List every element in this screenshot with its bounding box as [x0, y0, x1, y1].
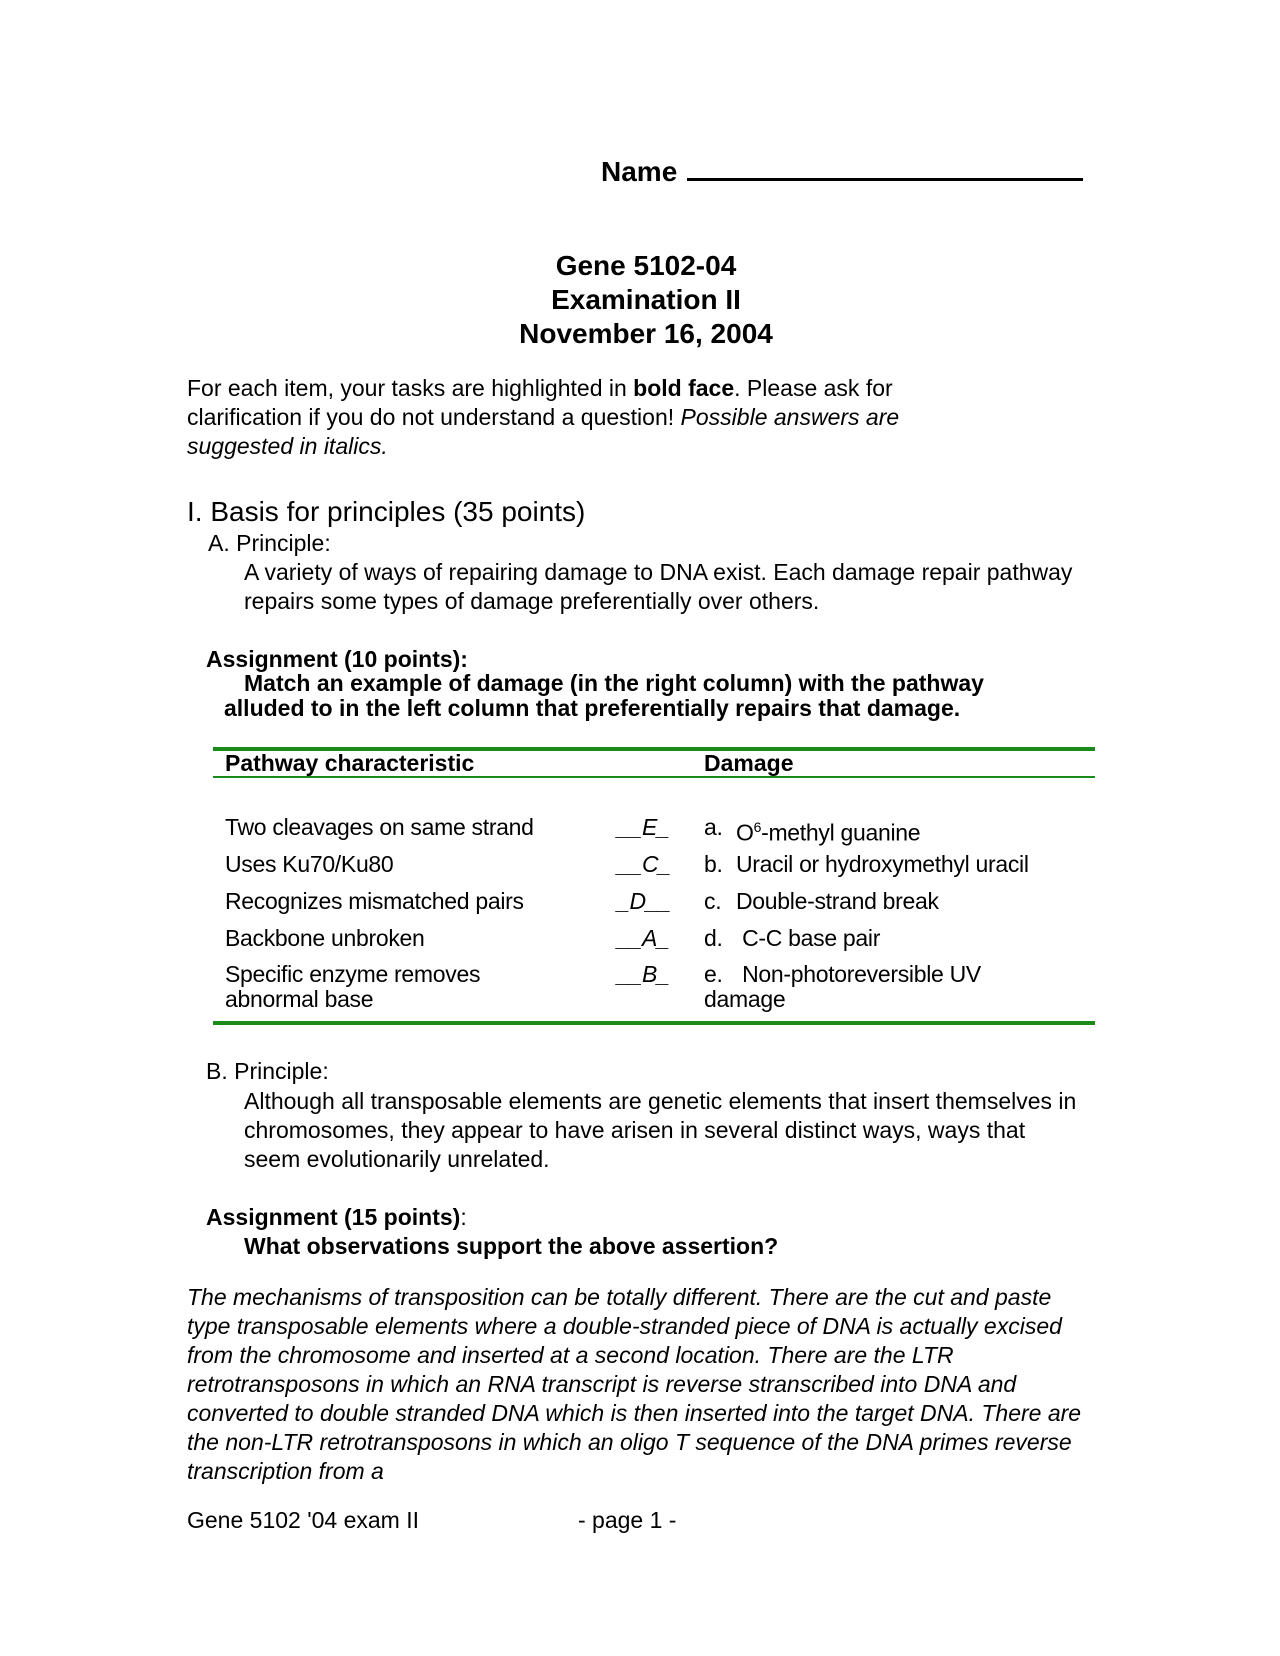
- principle-b-text: Although all transposable elements are genetic elements that insert themselves in chromosomes, they appear to have arisen in several distinct ways, ways that seem evolutionarily unrelated.: [244, 1088, 1077, 1172]
- section-heading: I. Basis for principles (35 points): [187, 496, 586, 527]
- assignment-b-answer: The mechanisms of transposition can be totally different. There are the cut and paste type transposable elements where a double-stranded piece of DNA is actually excised from the chromosome and inserted at a second location. There are the LTR retrotransposons in which an RNA transcript is reverse stranscribed into DNA and converted to double stranded DNA which is then inserted into the target DNA. There are the non-LTR retrotransposons in which an oligo T sequence of the DNA primes reverse transcription from a: [187, 1284, 1082, 1484]
- course-title: Gene 5102-04: [555, 250, 737, 281]
- pathway-cell: Specific enzyme removes abnormal base: [225, 961, 481, 1012]
- assignment-a-label: Assignment (10 points):: [206, 646, 468, 672]
- col-header-damage: Damage: [704, 750, 794, 776]
- page-number: - page 1 -: [578, 1507, 677, 1533]
- damage-cell: C-C base pair: [736, 925, 881, 951]
- exam-title: Examination II: [551, 284, 741, 315]
- name-blank-line[interactable]: [687, 152, 1083, 181]
- damage-cell: $O^6$-methyl guanine: [736, 819, 921, 846]
- answer-cell: __A_: [617, 925, 670, 951]
- damage-cell: Double-strand break: [736, 888, 939, 914]
- damage-letter: a.: [704, 814, 723, 840]
- assignment-a-instruction: Match an example of damage (in the right column) with the pathway alluded to in the left column that preferentially repairs that damage.: [224, 670, 984, 721]
- answer-cell: _D__: [617, 888, 671, 914]
- col-header-pathway: Pathway characteristic: [225, 750, 475, 776]
- damage-letter: d.: [704, 925, 723, 951]
- italics-note: Possible answers are suggested in italics.: [187, 404, 900, 459]
- damage-cell: Non-photoreversible UV damage: [704, 961, 981, 1012]
- damage-letter: b.: [704, 851, 723, 877]
- principle-a-text: A variety of ways of repairing damage to DNA exist. Each damage repair pathway repairs some types of damage preferentially over others.: [244, 559, 1073, 614]
- intro-paragraph: For each item, your tasks are highlighted in bold face. Please ask for clarification if you do not understand a question! Possible answers are suggested in italics.: [187, 375, 900, 459]
- pathway-cell: Two cleavages on same strand: [225, 814, 534, 840]
- answer-cell: __B_: [617, 961, 670, 987]
- table-header-rule: [213, 776, 1095, 778]
- name-field[interactable]: [601, 152, 1083, 188]
- answer-cell: __E_: [617, 814, 670, 840]
- pathway-cell: Recognizes mismatched pairs: [225, 888, 524, 914]
- name-label: Name: [601, 156, 678, 187]
- pathway-cell: Backbone unbroken: [225, 925, 425, 951]
- pathway-cell: Uses Ku70/Ku80: [225, 851, 394, 877]
- damage-letter: e.: [704, 961, 723, 987]
- title-block: [0, 249, 1280, 351]
- assignment-b-label: Assignment (15 points):: [206, 1204, 467, 1230]
- damage-cell: Uracil or hydroxymethyl uracil: [736, 851, 1029, 877]
- answer-cell: __C_: [617, 851, 671, 877]
- damage-letter: c.: [704, 888, 722, 914]
- footer-course: Gene 5102 '04 exam II: [187, 1507, 419, 1533]
- table-bottom-rule: [213, 1021, 1095, 1025]
- principle-b-label: B. Principle:: [206, 1058, 329, 1084]
- assignment-b-question: What observations support the above assertion?: [244, 1233, 779, 1259]
- bold-face-text: bold face: [633, 375, 735, 401]
- exam-date: November 16, 2004: [519, 318, 773, 349]
- principle-a-label: A. Principle:: [208, 530, 331, 556]
